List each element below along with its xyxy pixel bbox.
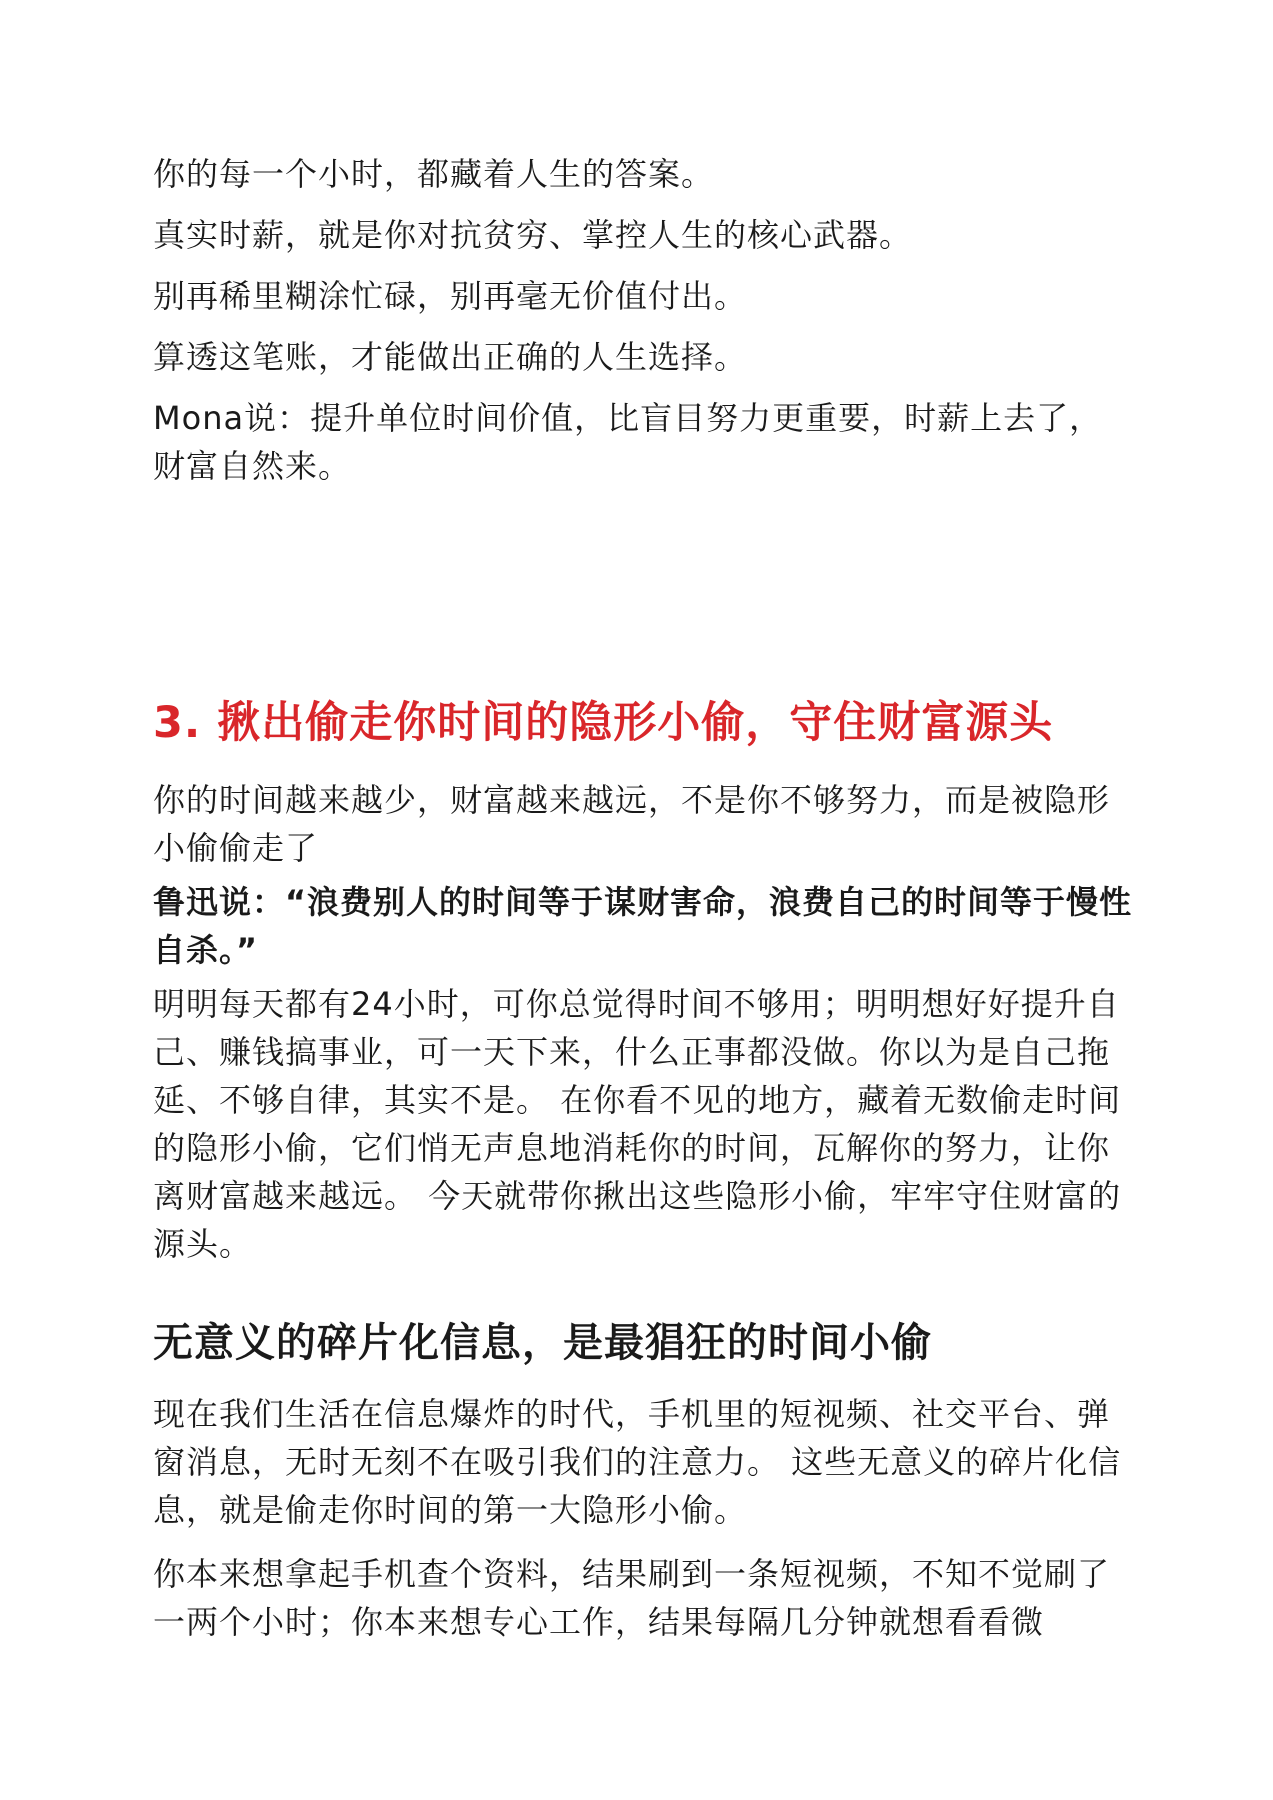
subsection-heading: 无意义的碎片化信息，是最猖狂的时间小偷 [153, 1320, 932, 1366]
luxun-quote: 鲁迅说：“浪费别人的时间等于谋财害命，浪费自己的时间等于慢性自杀。” [153, 883, 1133, 969]
intro-line-4: 算透这笔账，才能做出正确的人生选择。 [153, 338, 748, 376]
intro-mona-quote: Mona说：提升单位时间价值，比盲目努力更重要，时薪上去了，财富自然来。 [153, 399, 1103, 485]
intro-line-3: 别再稀里糊涂忙碌，别再毫无价值付出。 [153, 277, 748, 315]
intro-line-2: 真实时薪，就是你对抗贫穷、掌控人生的核心武器。 [153, 216, 913, 254]
intro-line-1: 你的每一个小时，都藏着人生的答案。 [153, 155, 715, 193]
subsection-paragraph-2: 你本来想拿起手机查个资料，结果刷到一条短视频，不知不觉刷了一两个小时；你本来想专心工作，结果每隔几分钟就想看看微 [153, 1555, 1111, 1641]
subsection-paragraph-1: 现在我们生活在信息爆炸的时代，手机里的短视频、社交平台、弹窗消息，无时无刻不在吸引我们的注意力。 这些无意义的碎片化信息，就是偷走你时间的第一大隐形小偷。 [153, 1395, 1122, 1529]
section-3-title: 3. 揪出偷走你时间的隐形小偷，守住财富源头 [153, 698, 1054, 748]
section-3-body [153, 776, 1133, 1274]
subsection-body [153, 1390, 1133, 1662]
section-3-paragraph: 明明每天都有24小时，可你总觉得时间不够用；明明想好好提升自己、赚钱搞事业，可一天下来，什么正事都没做。你以为是自己拖延、不够自律，其实不是。 在你看不见的地方，藏着无数偷走时间的隐形小偷，它们悄无声息地消耗你的时间，瓦解你的努力，让你离财富越来越远。 今天就带你揪出这些隐形小偷，牢牢守住财富的源头。 [153, 985, 1122, 1263]
intro-block [153, 150, 1133, 490]
section-3-lead: 你的时间越来越少，财富越来越远，不是你不够努力，而是被隐形小偷偷走了 [153, 781, 1111, 867]
